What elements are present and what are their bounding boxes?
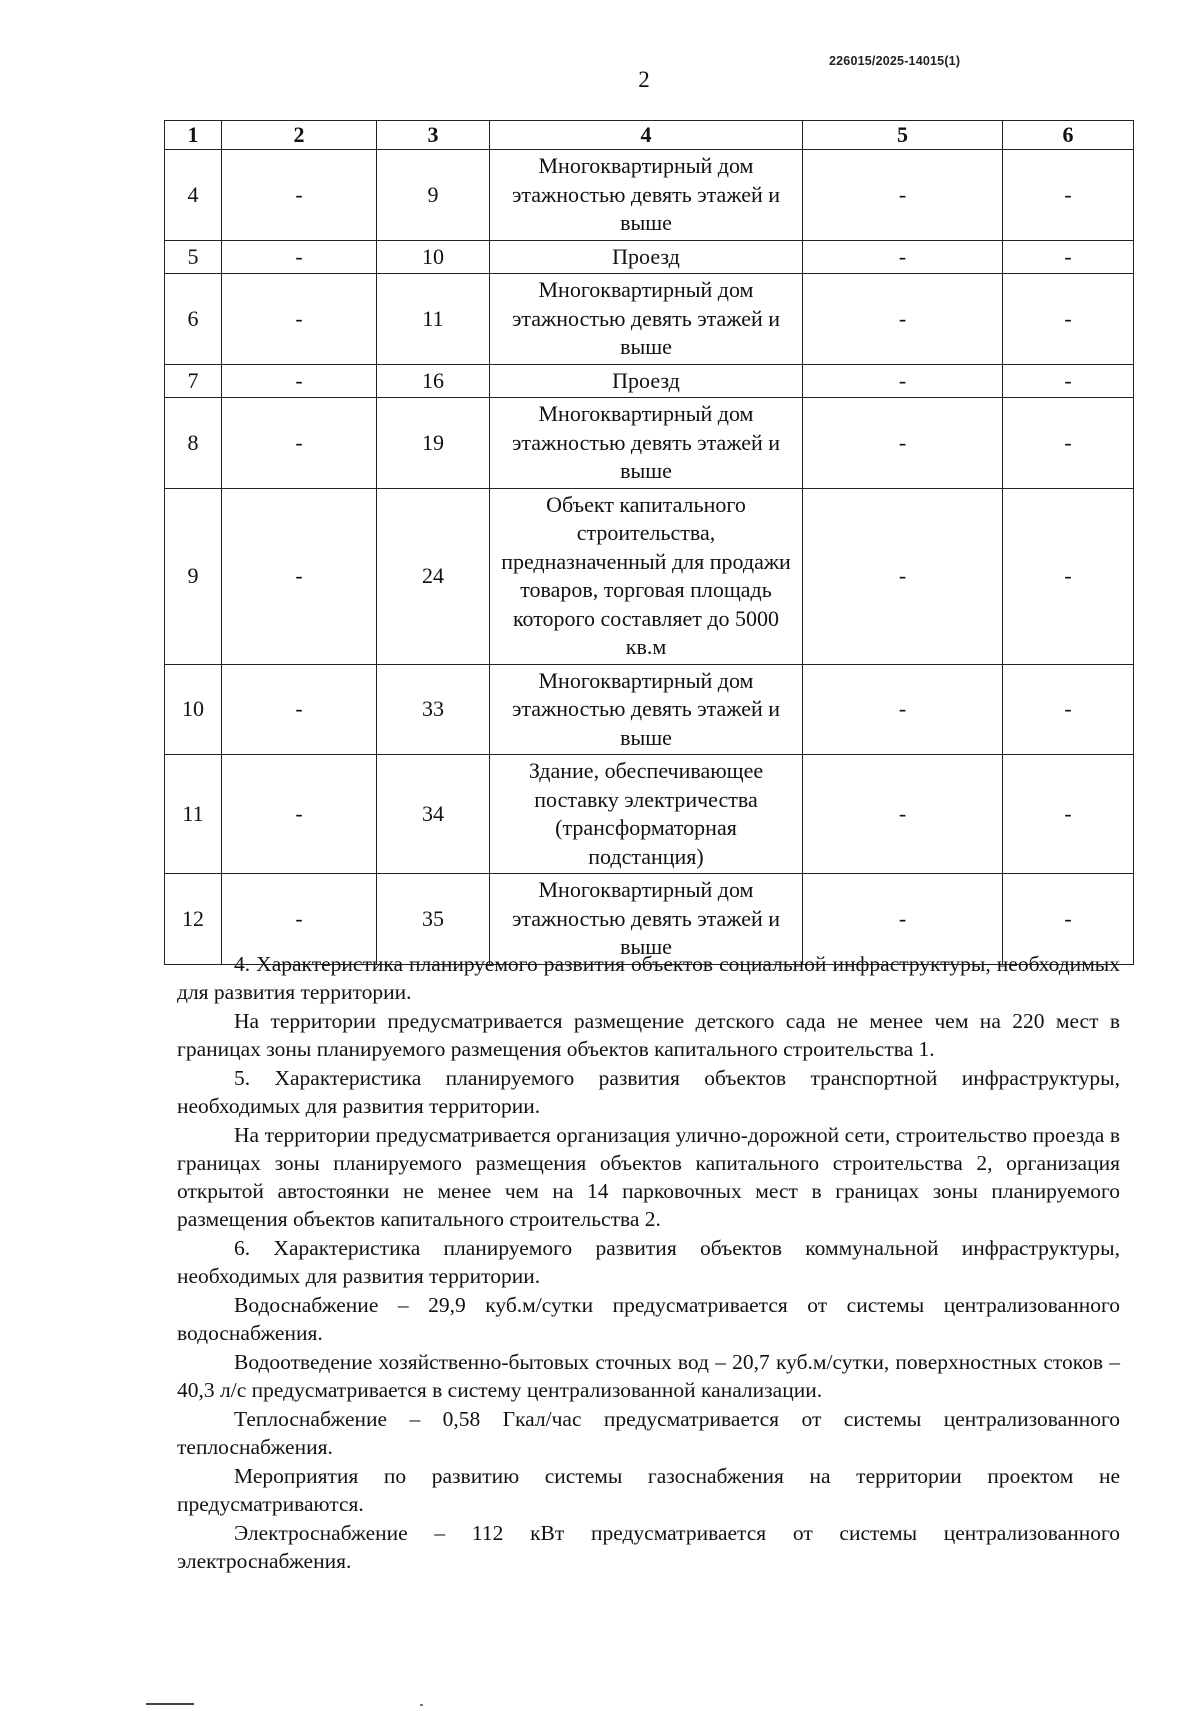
- body-text: [177, 950, 1120, 1576]
- table-cell: 34: [377, 755, 490, 874]
- paragraph-power-supply: Электроснабжение – 112 кВт предусматривается от системы централизованного электроснабжения.: [177, 1521, 1120, 1573]
- table-cell-description: Многоквартирный дом этажностью девять этажей и выше: [490, 398, 803, 489]
- table-row: [165, 240, 1134, 274]
- table-row: [165, 398, 1134, 489]
- table-cell: 19: [377, 398, 490, 489]
- table-cell: -: [803, 150, 1003, 241]
- table-cell: -: [222, 755, 377, 874]
- table-cell: 8: [165, 398, 222, 489]
- table-cell: -: [222, 398, 377, 489]
- table-cell: -: [803, 755, 1003, 874]
- column-header: 4: [490, 121, 803, 150]
- paragraph-social-heading: 4. Характеристика планируемого развития объектов социальной инфраструктуры, необходимых для развития территории.: [177, 952, 1120, 1004]
- table-cell: -: [222, 150, 377, 241]
- table-cell: 5: [165, 240, 222, 274]
- table-cell: -: [1003, 364, 1134, 398]
- table-cell: 24: [377, 488, 490, 664]
- table-row: [165, 755, 1134, 874]
- table-cell-description: Многоквартирный дом этажностью девять этажей и выше: [490, 150, 803, 241]
- table-cell: -: [1003, 274, 1134, 365]
- table-cell: 11: [377, 274, 490, 365]
- table-cell: -: [222, 240, 377, 274]
- table-cell: -: [803, 664, 1003, 755]
- table-cell: -: [1003, 488, 1134, 664]
- table-cell: -: [222, 664, 377, 755]
- table-cell: -: [222, 488, 377, 664]
- table-cell-description: Проезд: [490, 364, 803, 398]
- table-cell: -: [803, 274, 1003, 365]
- document-number: 226015/2025-14015(1): [829, 54, 961, 68]
- column-header: 1: [165, 121, 222, 150]
- table-cell: 11: [165, 755, 222, 874]
- table-cell: -: [222, 874, 377, 965]
- column-header: 5: [803, 121, 1003, 150]
- table-row: [165, 150, 1134, 241]
- paragraph-transport-heading: 5. Характеристика планируемого развития объектов транспортной инфраструктуры, необходимых для развития территории.: [177, 1066, 1120, 1118]
- table-header-row: [165, 121, 1134, 150]
- table-row: [165, 488, 1134, 664]
- table-cell-description: Многоквартирный дом этажностью девять этажей и выше: [490, 874, 803, 965]
- table-row: [165, 664, 1134, 755]
- table-cell: 12: [165, 874, 222, 965]
- table-cell: -: [1003, 398, 1134, 489]
- table-cell: -: [803, 488, 1003, 664]
- column-header: 2: [222, 121, 377, 150]
- table-cell: -: [1003, 755, 1134, 874]
- table-cell: -: [1003, 150, 1134, 241]
- table-cell: -: [1003, 664, 1134, 755]
- paragraph-gas-supply: Мероприятия по развитию системы газоснабжения на территории проектом не предусматриваются.: [177, 1464, 1120, 1516]
- table-cell: 16: [377, 364, 490, 398]
- table-cell: 10: [165, 664, 222, 755]
- objects-table: [164, 120, 1134, 965]
- table-cell-description: Многоквартирный дом этажностью девять этажей и выше: [490, 274, 803, 365]
- table-cell: 10: [377, 240, 490, 274]
- table-cell: -: [803, 874, 1003, 965]
- table-cell: 9: [377, 150, 490, 241]
- paragraph-water-supply: Водоснабжение – 29,9 куб.м/сутки предусматривается от системы централизованного водоснабжения.: [177, 1293, 1120, 1345]
- table-cell-description: Объект капитального строительства, предназначенный для продажи товаров, торговая площадь которого составляет до 5000 кв.м: [490, 488, 803, 664]
- table-cell: -: [803, 364, 1003, 398]
- paragraph-utility-heading: 6. Характеристика планируемого развития объектов коммунальной инфраструктуры, необходимых для развития территории.: [177, 1236, 1120, 1288]
- table-cell: 9: [165, 488, 222, 664]
- paragraph-heat-supply: Теплоснабжение – 0,58 Гкал/час предусматривается от системы централизованного теплоснабжения.: [177, 1407, 1120, 1459]
- table-cell: -: [1003, 240, 1134, 274]
- table-cell: -: [1003, 874, 1134, 965]
- footer-divider: [146, 1703, 194, 1705]
- paragraph-sewerage: Водоотведение хозяйственно-бытовых сточных вод – 20,7 куб.м/сутки, поверхностных стоков – 40,3 л/с предусматривается в систему централизованной канализации.: [177, 1350, 1120, 1402]
- table-cell: 4: [165, 150, 222, 241]
- table-cell: 35: [377, 874, 490, 965]
- column-header: 6: [1003, 121, 1134, 150]
- paragraph-transport-text: На территории предусматривается организация улично-дорожной сети, строительство проезда в границах зоны планируемого размещения объектов капитального строительства 2, организация открытой автостоянки не менее чем на 14 парковочных мест в границах зоны планируемого размещения объектов капитального строительства 2.: [177, 1123, 1120, 1231]
- table-cell: 7: [165, 364, 222, 398]
- page-number: 2: [638, 67, 650, 92]
- column-header: 3: [377, 121, 490, 150]
- table-row: [165, 274, 1134, 365]
- table-cell-description: Проезд: [490, 240, 803, 274]
- paragraph-social-text: На территории предусматривается размещение детского сада не менее чем на 220 мест в границах зоны планируемого размещения объектов капитального строительства 1.: [177, 1009, 1120, 1061]
- table-cell-description: Здание, обеспечивающее поставку электричества (трансформаторная подстанция): [490, 755, 803, 874]
- table-cell: -: [803, 240, 1003, 274]
- footer-mark: [420, 1704, 423, 1706]
- table-cell: -: [222, 274, 377, 365]
- table-cell: 6: [165, 274, 222, 365]
- table-cell: -: [803, 398, 1003, 489]
- table-cell-description: Многоквартирный дом этажностью девять этажей и выше: [490, 664, 803, 755]
- table-row: [165, 364, 1134, 398]
- table-cell: -: [222, 364, 377, 398]
- table-cell: 33: [377, 664, 490, 755]
